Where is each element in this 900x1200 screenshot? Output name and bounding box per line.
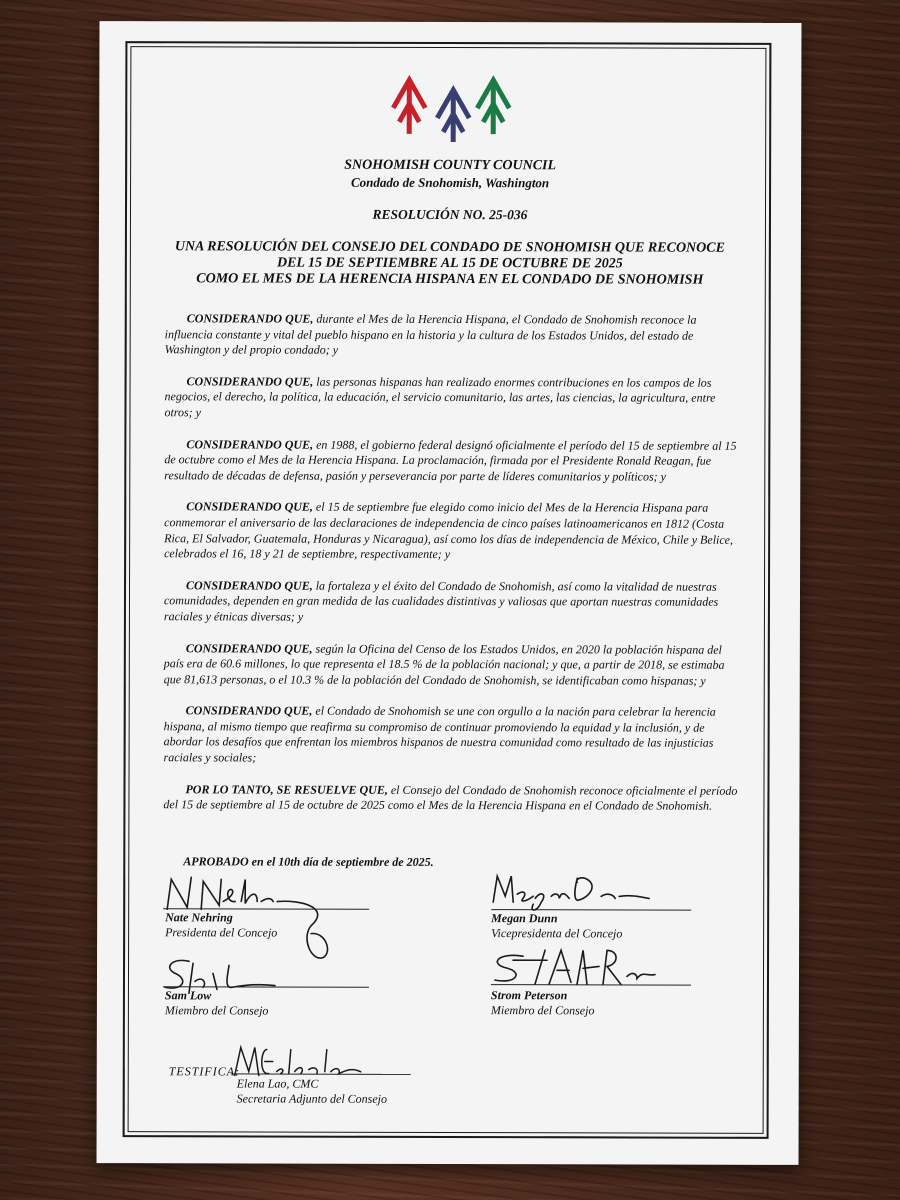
witness-label: TESTIFICA: [168, 1064, 241, 1079]
witness-name: Elena Lao, CMC [236, 1076, 319, 1091]
paragraph-text: el 15 de septiembre fue elegido como inicio del Mes de la Herencia Hispana para conmemorar el aniversario de las declaraciones de independencia de cinco países latinoamericanos en 1812 (Costa Rica, El Salvador, Guatemala, Honduras y Nicaragua), así como los días de independencia de México, Chile y Belice, celebrados el 16, 18 y 21 de septiembre, respectivamente; y [164, 499, 734, 562]
resolution-body [163, 311, 744, 830]
paragraph-text: durante el Mes de la Herencia Hispana, el Condado de Snohomish reconoce la influencia constante y vital del pueblo hispano en la historia y la cultura de los Estados Unidos, del estado de Washington y del propio condado; y [164, 311, 697, 357]
paragraph-lead: CONSIDERANDO QUE, [186, 436, 314, 452]
whereas-paragraph [164, 374, 744, 422]
signer-name: Megan Dunn [491, 911, 558, 926]
signer-low [165, 988, 269, 1018]
signer-name: Nate Nehring [165, 910, 233, 925]
whereas-paragraph [164, 704, 744, 768]
whereas-paragraph [164, 437, 744, 485]
resolution-title [99, 239, 801, 289]
whereas-paragraph [165, 311, 745, 359]
council-subtitle: Condado de Snohomish, Washington [350, 174, 550, 191]
title-line-2: DEL 15 DE SEPTIEMBRE AL 15 DE OCTUBRE DE 2025 [276, 255, 623, 272]
resolved-paragraph [163, 782, 743, 815]
paragraph-lead: CONSIDERANDO QUE, [186, 374, 314, 389]
title-line-1: UNA RESOLUCIÓN DEL CONSEJO DEL CONDADO DE SNOHOMISH QUE RECONOCE [174, 239, 725, 256]
signer-role: Vicepresidenta del Concejo [491, 926, 623, 941]
signer-peterson [491, 988, 595, 1018]
signer-role: Miembro del Consejo [164, 1003, 269, 1018]
paragraph-lead: CONSIDERANDO QUE, [186, 578, 313, 593]
resolution-number: RESOLUCIÓN NO. 25-036 [372, 206, 528, 223]
resolution-paper [97, 21, 802, 1165]
paragraph-lead: POR LO TANTO, SE RESUELVE QUE, [185, 781, 388, 797]
signer-name: Sam Low [164, 988, 212, 1003]
paragraph-lead: CONSIDERANDO QUE, [186, 499, 313, 514]
paragraph-text: en 1988, el gobierno federal designó oficialmente el período del 15 de septiembre al 15 de octubre como el Mes de la Herencia Hispana. La proclamación, firmada por el Presidente Ronald Reagan, fue resultado de décadas de defensa, pasión y perseverancia por parte de líderes comunitarios y políticos; y [164, 437, 737, 484]
paragraph-text: el Condado de Snohomish se une con orgullo a la nación para celebrar la herencia hispana, al mismo tiempo que reafirma su compromiso de continuar promoviendo la equidad y la inclusión, y de abordar los desafíos que enfrentan los miembros hispanos de nuestra comunidad como resultado de las injusticias raciales y sociales; [163, 703, 716, 765]
paragraph-text: las personas hispanas han realizado enormes contribuciones en los campos de los negocios, el derecho, la política, la educación, el servicio comunitario, las artes, las ciencias, la agricultura, entre otros; y [164, 374, 716, 420]
paragraph-lead: CONSIDERANDO QUE, [185, 703, 313, 718]
paragraph-text: el Consejo del Condado de Snohomish reconoce oficialmente el período del 15 de septiembre al 15 de octubre de 2025 como el Mes de la Herencia Hispana en el Condado de Snohomish. [163, 782, 738, 813]
three-trees-logo-icon [389, 72, 513, 142]
signer-dunn [491, 911, 622, 941]
paragraph-lead: CONSIDERANDO QUE, [185, 640, 313, 656]
paragraph-text: la fortaleza y el éxito del Condado de Snohomish, así como la vitalidad de nuestras comunidades, dependen en gran medida de las cualidades distintivas y valiosas que aportan nuestras comunidades raciales y étnicas diversas; y [163, 578, 719, 624]
whereas-paragraph [164, 578, 744, 626]
council-name: SNOHOMISH COUNTY COUNCIL [344, 157, 557, 174]
signer-role: Miembro del Consejo [490, 1003, 595, 1018]
approved-date: APROBADO en el 10th día de septiembre de 2025. [183, 854, 434, 869]
signer-role: Presidenta del Concejo [165, 925, 278, 940]
signer-name: Strom Peterson [490, 988, 568, 1003]
witness-role: Secretaria Adjunto del Consejo [236, 1091, 388, 1106]
paragraph-lead: CONSIDERANDO QUE, [186, 311, 314, 326]
whereas-paragraph [164, 500, 744, 564]
whereas-paragraph [164, 641, 744, 689]
signer-nehring [165, 910, 277, 940]
witness-signer [237, 1076, 387, 1106]
title-line-3: COMO EL MES DE LA HERENCIA HISPANA EN EL CONDADO DE SNOHOMISH [196, 271, 704, 288]
paragraph-text: según la Oficina del Censo de los Estados Unidos, en 2020 la población hispana del país era de 60.6 millones, lo que representa el 18.5 % de la población nacional; y que, a partir de 2018, se estimaba que 81,613 personas, o el 10.3 % de la población del Condado de Snohomish, se identificaban como hispanas; y [163, 641, 725, 688]
